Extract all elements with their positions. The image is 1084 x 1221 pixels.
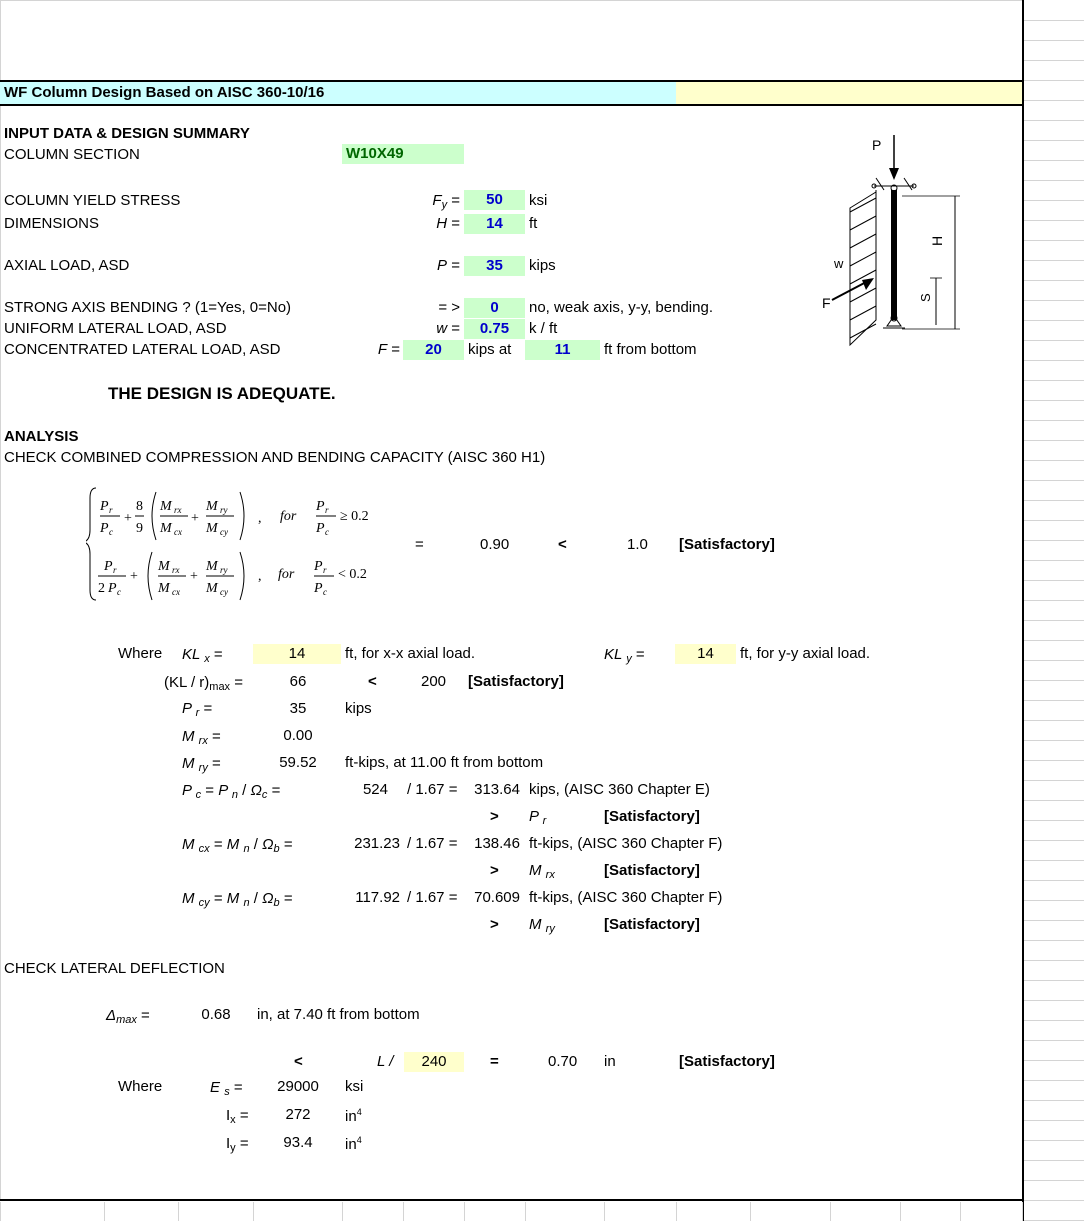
mcy-result: 70.609	[474, 889, 520, 906]
iy-unit: $in^4$	[345, 1135, 362, 1153]
grid-row-line	[1024, 560, 1084, 561]
mcy-status: [Satisfactory]	[604, 916, 700, 933]
svg-text:M: M	[206, 521, 218, 536]
svg-text:8: 8	[136, 499, 143, 514]
uniform-label: UNIFORM LATERAL LOAD, ASD	[4, 320, 227, 337]
klr-status: [Satisfactory]	[468, 673, 564, 690]
svg-text:cx: cx	[174, 527, 182, 537]
grid-col-line	[464, 1202, 465, 1221]
s-unit: ft from bottom	[604, 341, 697, 358]
where-label: Where	[118, 645, 163, 662]
svg-text:P: P	[108, 581, 117, 596]
mcy-value: 117.92	[355, 889, 400, 906]
svg-text:cy: cy	[220, 527, 228, 537]
svg-text:for: for	[280, 509, 297, 524]
svg-text:M: M	[160, 521, 172, 536]
grid-row-line	[1024, 1020, 1084, 1021]
grid-row-line	[1024, 360, 1084, 361]
es-unit: ksi	[345, 1078, 364, 1095]
mcx-value: 231.23	[354, 835, 400, 852]
title-bar	[0, 80, 1022, 106]
diagram-s-label: S	[918, 293, 933, 302]
grid-col-line	[342, 1202, 343, 1221]
grid-row-line	[1024, 1060, 1084, 1061]
pr-symbol: P $_r$ =	[182, 700, 213, 719]
grid-row-line	[1024, 760, 1084, 761]
mcx-result: 138.46	[474, 835, 520, 852]
klr-limit: 200	[421, 673, 447, 690]
top-border	[0, 0, 1022, 1]
svg-text:c: c	[109, 527, 113, 537]
kly-symbol: KL $_y$ =	[604, 646, 645, 665]
grid-row-line	[1024, 120, 1084, 121]
spreadsheet-grid	[1022, 0, 1084, 1221]
ratio-lt: <	[558, 536, 567, 553]
w-symbol: w =	[436, 320, 460, 337]
pc-gt: >	[490, 808, 499, 825]
diagram-p-label: P	[872, 137, 882, 153]
grid-row-line	[1024, 340, 1084, 341]
svg-text:M: M	[160, 499, 172, 514]
check1-label: CHECK COMBINED COMPRESSION AND BENDING CAPACITY (AISC 360 H1)	[4, 449, 546, 466]
grid-col-line	[676, 1202, 677, 1221]
p-unit: kips	[529, 257, 556, 274]
svg-text:cy: cy	[220, 587, 228, 597]
grid-row-line	[1024, 740, 1084, 741]
svg-text:c: c	[325, 527, 329, 537]
svg-text:+: +	[190, 569, 198, 584]
grid-row-line	[1024, 780, 1084, 781]
grid-row-line	[1024, 940, 1084, 941]
grid-col-line	[750, 1202, 751, 1221]
mcx-status: [Satisfactory]	[604, 862, 700, 879]
grid-row-line	[1024, 1080, 1084, 1081]
yield-label: COLUMN YIELD STRESS	[4, 192, 181, 209]
deflection-heading: CHECK LATERAL DEFLECTION	[4, 960, 225, 977]
kly-note: ft, for y-y axial load.	[740, 645, 871, 662]
svg-text:+: +	[130, 569, 138, 584]
svg-text:P: P	[314, 559, 323, 574]
grid-row-line	[1024, 140, 1084, 141]
section-label: COLUMN SECTION	[4, 146, 140, 163]
grid-row-line	[1024, 1040, 1084, 1041]
eq-sign: =	[415, 536, 424, 553]
grid-row-line	[1024, 420, 1084, 421]
w-input[interactable]: 0.75	[464, 319, 525, 339]
svg-text:for: for	[278, 567, 295, 582]
klr-lt: <	[368, 673, 377, 690]
klx-input[interactable]: 14	[253, 644, 341, 664]
grid-row-line	[1024, 100, 1084, 101]
svg-text:+: +	[191, 511, 199, 526]
grid-row-line	[1024, 180, 1084, 181]
svg-text:M: M	[158, 581, 170, 596]
axial-label: AXIAL LOAD, ASD	[4, 257, 130, 274]
mcy-symbol: M $_{cy}$ = M $_n / \Omega_b$ =	[182, 890, 293, 909]
pc-compare: P $_r$	[529, 808, 547, 827]
grid-row-line	[1024, 1100, 1084, 1101]
grid-row-line	[1024, 300, 1084, 301]
grid-col-line	[253, 1202, 254, 1221]
pr-value: 35	[289, 700, 307, 717]
mry-note: ft-kips, at 11.00 ft from bottom	[345, 754, 544, 771]
grid-row-line	[1024, 980, 1084, 981]
mcy-gt: >	[490, 916, 499, 933]
klx-symbol: KL $_x$ =	[182, 646, 223, 665]
f-mid-label: kips at	[468, 341, 512, 358]
grid-row-line	[1024, 900, 1084, 901]
defl-status: [Satisfactory]	[679, 1053, 775, 1070]
grid-row-line	[1024, 800, 1084, 801]
svg-text:P: P	[314, 581, 323, 596]
interaction-status: [Satisfactory]	[679, 536, 775, 553]
svg-text:9: 9	[136, 521, 143, 536]
svg-text:+: +	[124, 511, 132, 526]
svg-text:P: P	[316, 499, 325, 514]
page-title: WF Column Design Based on AISC 360-10/16	[4, 84, 325, 101]
pc-symbol: P $_c$ = P $_n / \Omega_c$ =	[182, 782, 281, 801]
grid-row-line	[1024, 960, 1084, 961]
dmax-value: 0.68	[201, 1006, 231, 1023]
defl-ratio-input[interactable]: 240	[404, 1052, 464, 1072]
pc-div: / 1.67 =	[407, 781, 458, 798]
fy-input[interactable]: 50	[464, 190, 525, 210]
grid-row-line	[1024, 720, 1084, 721]
mrx-value: 0.00	[283, 727, 313, 744]
defl-lt: <	[294, 1053, 303, 1070]
kly-input[interactable]: 14	[675, 644, 736, 664]
grid-row-line	[1024, 620, 1084, 621]
defl-allow-unit: in	[604, 1053, 616, 1070]
grid-row-line	[1024, 380, 1084, 381]
analysis-heading: ANALYSIS	[4, 428, 79, 445]
grid-row-line	[1024, 40, 1084, 41]
mry-value: 59.52	[279, 754, 317, 771]
grid-row-line	[1024, 1140, 1084, 1141]
diagram-w-label: w	[834, 256, 844, 271]
grid-row-line	[1024, 480, 1084, 481]
p-input[interactable]: 35	[464, 256, 525, 276]
grid-row-line	[1024, 160, 1084, 161]
svg-text:ry: ry	[220, 565, 228, 575]
grid-row-line	[1024, 660, 1084, 661]
grid-row-line	[1024, 1160, 1084, 1161]
grid-row-line	[1024, 460, 1084, 461]
svg-text:cx: cx	[172, 587, 180, 597]
ix-value: 272	[285, 1106, 311, 1123]
svg-text:r: r	[325, 505, 329, 515]
grid-col-line	[1022, 1202, 1023, 1221]
mcx-compare: M $_{rx}$	[529, 862, 555, 881]
svg-text:,: ,	[258, 569, 262, 584]
klr-value: 66	[289, 673, 307, 690]
column-diagram	[810, 130, 970, 350]
svg-text:P: P	[316, 521, 325, 536]
grid-row-line	[1024, 840, 1084, 841]
grid-row-line	[1024, 1120, 1084, 1121]
design-result: THE DESIGN IS ADEQUATE.	[108, 384, 336, 403]
svg-text:M: M	[206, 559, 218, 574]
grid-row-line	[1024, 440, 1084, 441]
w-unit: k / ft	[529, 320, 558, 337]
f-symbol: F =	[377, 341, 400, 358]
ix-unit: $in^4$	[345, 1107, 362, 1125]
bottom-border	[0, 1199, 1022, 1201]
mry-symbol: M $_{ry}$ =	[182, 755, 221, 774]
pr-unit: kips	[345, 700, 372, 717]
grid-col-line	[960, 1202, 961, 1221]
mcy-note: ft-kips, (AISC 360 Chapter F)	[529, 889, 723, 906]
grid-col-line	[403, 1202, 404, 1221]
pc-status: [Satisfactory]	[604, 808, 700, 825]
fy-unit: ksi	[529, 192, 548, 209]
grid-col-line	[900, 1202, 901, 1221]
grid-row-line	[1024, 640, 1084, 641]
mrx-symbol: M $_{rx}$ =	[182, 728, 221, 747]
interaction-ratio: 0.90	[480, 536, 510, 553]
grid-row-line	[1024, 200, 1084, 201]
strong-axis-note: no, weak axis, y-y, bending.	[529, 299, 713, 316]
klx-note: ft, for x-x axial load.	[345, 645, 476, 662]
grid-row-line	[1024, 220, 1084, 221]
svg-text:ry: ry	[220, 505, 228, 515]
grid-row-line	[1024, 260, 1084, 261]
grid-row-line	[1024, 320, 1084, 321]
grid-row-line	[1024, 540, 1084, 541]
svg-text:≥ 0.2: ≥ 0.2	[340, 509, 369, 524]
defl-where: Where	[118, 1078, 163, 1095]
h-input[interactable]: 14	[464, 214, 525, 234]
grid-row-line	[1024, 820, 1084, 821]
grid-row-line	[1024, 80, 1084, 81]
interaction-equation	[86, 484, 386, 604]
mcx-gt: >	[490, 862, 499, 879]
grid-row-line	[1024, 860, 1084, 861]
pc-note: kips, (AISC 360 Chapter E)	[529, 781, 710, 798]
svg-text:r: r	[113, 565, 117, 575]
grid-row-line	[1024, 1200, 1084, 1201]
grid-row-line	[1024, 580, 1084, 581]
grid-col-line	[0, 1202, 1, 1221]
diagram-h-label: H	[929, 235, 945, 246]
svg-text:r: r	[323, 565, 327, 575]
svg-text:< 0.2: < 0.2	[338, 567, 367, 582]
strong-axis-input[interactable]: 0	[464, 298, 525, 318]
strong-axis-arrow: = >	[438, 299, 460, 316]
dim-label: DIMENSIONS	[4, 215, 100, 232]
pc-result: 313.64	[474, 781, 520, 798]
es-symbol: E $_s$ =	[210, 1079, 243, 1098]
es-value: 29000	[277, 1078, 319, 1095]
svg-text:P: P	[100, 499, 109, 514]
svg-text:P: P	[100, 521, 109, 536]
svg-text:,: ,	[258, 511, 262, 526]
grid-row-line	[1024, 680, 1084, 681]
mcy-compare: M $_{ry}$	[529, 916, 555, 935]
h-symbol: H =	[436, 215, 460, 232]
svg-text:r: r	[109, 505, 113, 515]
section-value[interactable]: W10X49	[342, 144, 464, 164]
grid-col-line	[525, 1202, 526, 1221]
grid-row-line	[1024, 880, 1084, 881]
mcx-symbol: M $_{cx}$ = M $_n / \Omega_b$ =	[182, 836, 293, 855]
grid-row-line	[1024, 20, 1084, 21]
grid-row-line	[1024, 600, 1084, 601]
grid-col-line	[604, 1202, 605, 1221]
grid-row-line	[1024, 280, 1084, 281]
svg-text:c: c	[117, 587, 121, 597]
defl-allow: 0.70	[548, 1053, 578, 1070]
p-symbol: P =	[437, 257, 460, 274]
iy-symbol: $I_y$ =	[226, 1135, 249, 1154]
conc-label: CONCENTRATED LATERAL LOAD, ASD	[4, 341, 281, 358]
svg-text:rx: rx	[172, 565, 180, 575]
grid-row-line	[1024, 500, 1084, 501]
left-border	[0, 0, 1, 1200]
grid-col-line	[104, 1202, 105, 1221]
pc-value: 524	[362, 781, 388, 798]
grid-row-line	[1024, 1000, 1084, 1001]
grid-row-line	[1024, 520, 1084, 521]
s-input[interactable]: 11	[525, 340, 600, 360]
svg-text:M: M	[206, 581, 218, 596]
grid-col-line	[178, 1202, 179, 1221]
ix-symbol: $I_x$ =	[226, 1107, 249, 1126]
f-input[interactable]: 20	[403, 340, 464, 360]
dmax-symbol: $\Delta_{max}$ =	[106, 1007, 150, 1026]
h-unit: ft	[529, 215, 538, 232]
mcx-note: ft-kips, (AISC 360 Chapter F)	[529, 835, 723, 852]
svg-text:c: c	[323, 587, 327, 597]
input-heading: INPUT DATA & DESIGN SUMMARY	[4, 125, 250, 142]
iy-value: 93.4	[283, 1134, 313, 1151]
defl-l-symbol: L /	[377, 1053, 394, 1070]
klr-label: $(KL / r)_{max}$ =	[164, 674, 243, 693]
grid-row-line	[1024, 700, 1084, 701]
mcy-div: / 1.67 =	[407, 889, 458, 906]
svg-text:M: M	[206, 499, 218, 514]
svg-text:P: P	[104, 559, 113, 574]
grid-row-line	[1024, 1180, 1084, 1181]
diagram-f-label: F	[822, 295, 831, 311]
dmax-note: in, at 7.40 ft from bottom	[257, 1006, 420, 1023]
grid-col-line	[830, 1202, 831, 1221]
svg-text:rx: rx	[174, 505, 182, 515]
grid-row-line	[1024, 920, 1084, 921]
fy-symbol: $F_y$ =	[432, 192, 460, 211]
mcx-div: / 1.67 =	[407, 835, 458, 852]
grid-row-line	[1024, 240, 1084, 241]
ratio-limit: 1.0	[627, 536, 648, 553]
svg-text:2: 2	[98, 581, 105, 596]
strong-axis-label: STRONG AXIS BENDING ? (1=Yes, 0=No)	[4, 299, 292, 316]
grid-row-line	[1024, 400, 1084, 401]
svg-text:M: M	[158, 559, 170, 574]
grid-row-line	[1024, 60, 1084, 61]
defl-eq: =	[490, 1053, 499, 1070]
